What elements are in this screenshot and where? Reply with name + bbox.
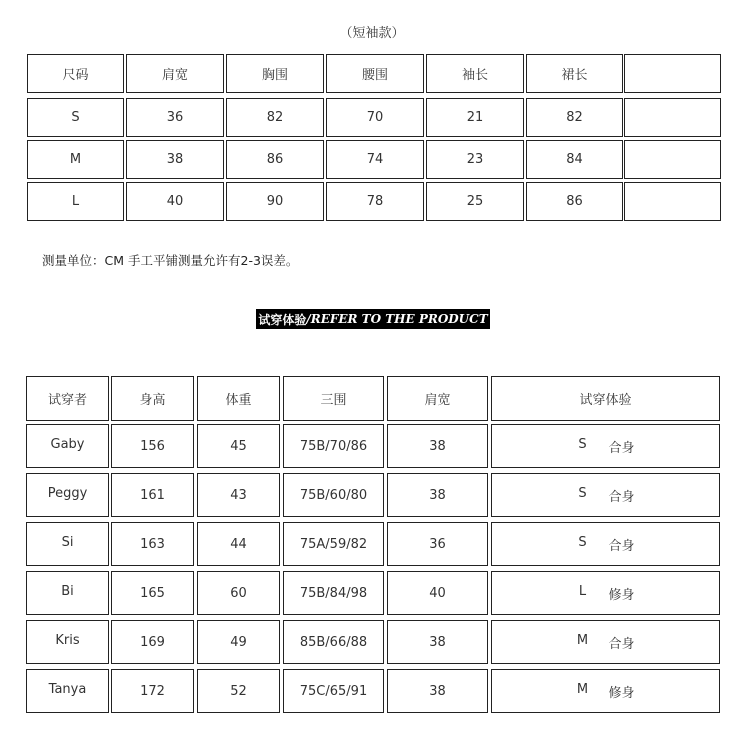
try-cell-shoulder: 40 xyxy=(387,571,488,615)
try-cell-shoulder: 38 xyxy=(387,669,488,713)
size-cell-shoulder: 36 xyxy=(126,98,224,137)
fit-result: 修身 xyxy=(608,685,635,701)
try-cell-height: 156 xyxy=(111,424,194,468)
fit-result: 合身 xyxy=(608,489,635,505)
size-header-extra xyxy=(624,54,721,93)
try-cell-shoulder: 36 xyxy=(387,522,488,566)
size-cell-length: 82 xyxy=(526,98,623,137)
try-cell-experience xyxy=(491,571,720,615)
try-cell-name: Gaby xyxy=(26,424,109,468)
try-cell-height: 161 xyxy=(111,473,194,517)
try-header-weight: 体重 xyxy=(197,376,280,421)
try-cell-experience xyxy=(491,669,720,713)
fit-result: 合身 xyxy=(608,440,635,456)
try-cell-weight: 60 xyxy=(197,571,280,615)
try-cell-weight: 52 xyxy=(197,669,280,713)
try-cell-weight: 49 xyxy=(197,620,280,664)
try-cell-measurements: 75B/60/80 xyxy=(283,473,384,517)
try-cell-experience xyxy=(491,620,720,664)
try-cell-height: 172 xyxy=(111,669,194,713)
size-cell-size: S xyxy=(27,98,124,137)
try-cell-measurements: 75C/65/91 xyxy=(283,669,384,713)
try-header-tester: 试穿者 xyxy=(26,376,109,421)
try-cell-shoulder: 38 xyxy=(387,620,488,664)
size-cell-waist: 78 xyxy=(326,182,424,221)
try-on-banner xyxy=(256,309,490,329)
try-cell-weight: 43 xyxy=(197,473,280,517)
measurement-note: 测量单位：CM 手工平铺测量允许有2-3误差。 xyxy=(42,253,299,268)
try-cell-weight: 44 xyxy=(197,522,280,566)
banner-cn-label: 试穿体验 xyxy=(258,312,307,327)
try-cell-height: 163 xyxy=(111,522,194,566)
size-cell-extra xyxy=(624,140,721,179)
size-cell-sleeve: 21 xyxy=(426,98,524,137)
size-cell-shoulder: 40 xyxy=(126,182,224,221)
size-header-sleeve: 袖长 xyxy=(426,54,524,93)
size-header-length: 裙长 xyxy=(526,54,623,93)
size-header-waist: 腰围 xyxy=(326,54,424,93)
try-cell-height: 165 xyxy=(111,571,194,615)
try-cell-name: Si xyxy=(26,522,109,566)
try-cell-shoulder: 38 xyxy=(387,473,488,517)
fit-size: S xyxy=(578,436,587,452)
try-header-height: 身高 xyxy=(111,376,194,421)
try-cell-measurements: 75A/59/82 xyxy=(283,522,384,566)
size-cell-length: 86 xyxy=(526,182,623,221)
size-cell-size: M xyxy=(27,140,124,179)
size-cell-length: 84 xyxy=(526,140,623,179)
size-cell-shoulder: 38 xyxy=(126,140,224,179)
try-header-shoulder: 肩宽 xyxy=(387,376,488,421)
try-cell-name: Bi xyxy=(26,571,109,615)
size-cell-size: L xyxy=(27,182,124,221)
try-cell-experience xyxy=(491,473,720,517)
size-cell-chest: 86 xyxy=(226,140,324,179)
try-cell-name: Tanya xyxy=(26,669,109,713)
try-header-experience: 试穿体验 xyxy=(491,376,720,421)
try-cell-measurements: 85B/66/88 xyxy=(283,620,384,664)
fit-size: S xyxy=(578,534,587,550)
try-cell-experience xyxy=(491,522,720,566)
try-header-measurements: 三围 xyxy=(283,376,384,421)
fit-result: 修身 xyxy=(608,587,635,603)
fit-size: M xyxy=(576,681,589,697)
banner-en-label: /REFER TO THE PRODUCT xyxy=(306,312,488,326)
fit-result: 合身 xyxy=(608,636,635,652)
try-cell-shoulder: 38 xyxy=(387,424,488,468)
size-header-shoulder: 肩宽 xyxy=(126,54,224,93)
size-cell-chest: 82 xyxy=(226,98,324,137)
size-cell-sleeve: 25 xyxy=(426,182,524,221)
size-cell-chest: 90 xyxy=(226,182,324,221)
try-cell-experience xyxy=(491,424,720,468)
try-cell-measurements: 75B/70/86 xyxy=(283,424,384,468)
size-chart-subtitle: （短袖款） xyxy=(339,26,405,41)
fit-size: S xyxy=(578,485,587,501)
try-cell-height: 169 xyxy=(111,620,194,664)
size-header-chest: 胸围 xyxy=(226,54,324,93)
size-cell-sleeve: 23 xyxy=(426,140,524,179)
size-cell-waist: 74 xyxy=(326,140,424,179)
fit-size: M xyxy=(576,632,589,648)
try-cell-name: Kris xyxy=(26,620,109,664)
try-cell-weight: 45 xyxy=(197,424,280,468)
size-cell-extra xyxy=(624,98,721,137)
size-cell-extra xyxy=(624,182,721,221)
size-header-size: 尺码 xyxy=(27,54,124,93)
try-cell-name: Peggy xyxy=(26,473,109,517)
fit-result: 合身 xyxy=(608,538,635,554)
try-cell-measurements: 75B/84/98 xyxy=(283,571,384,615)
fit-size: L xyxy=(578,583,587,599)
size-cell-waist: 70 xyxy=(326,98,424,137)
